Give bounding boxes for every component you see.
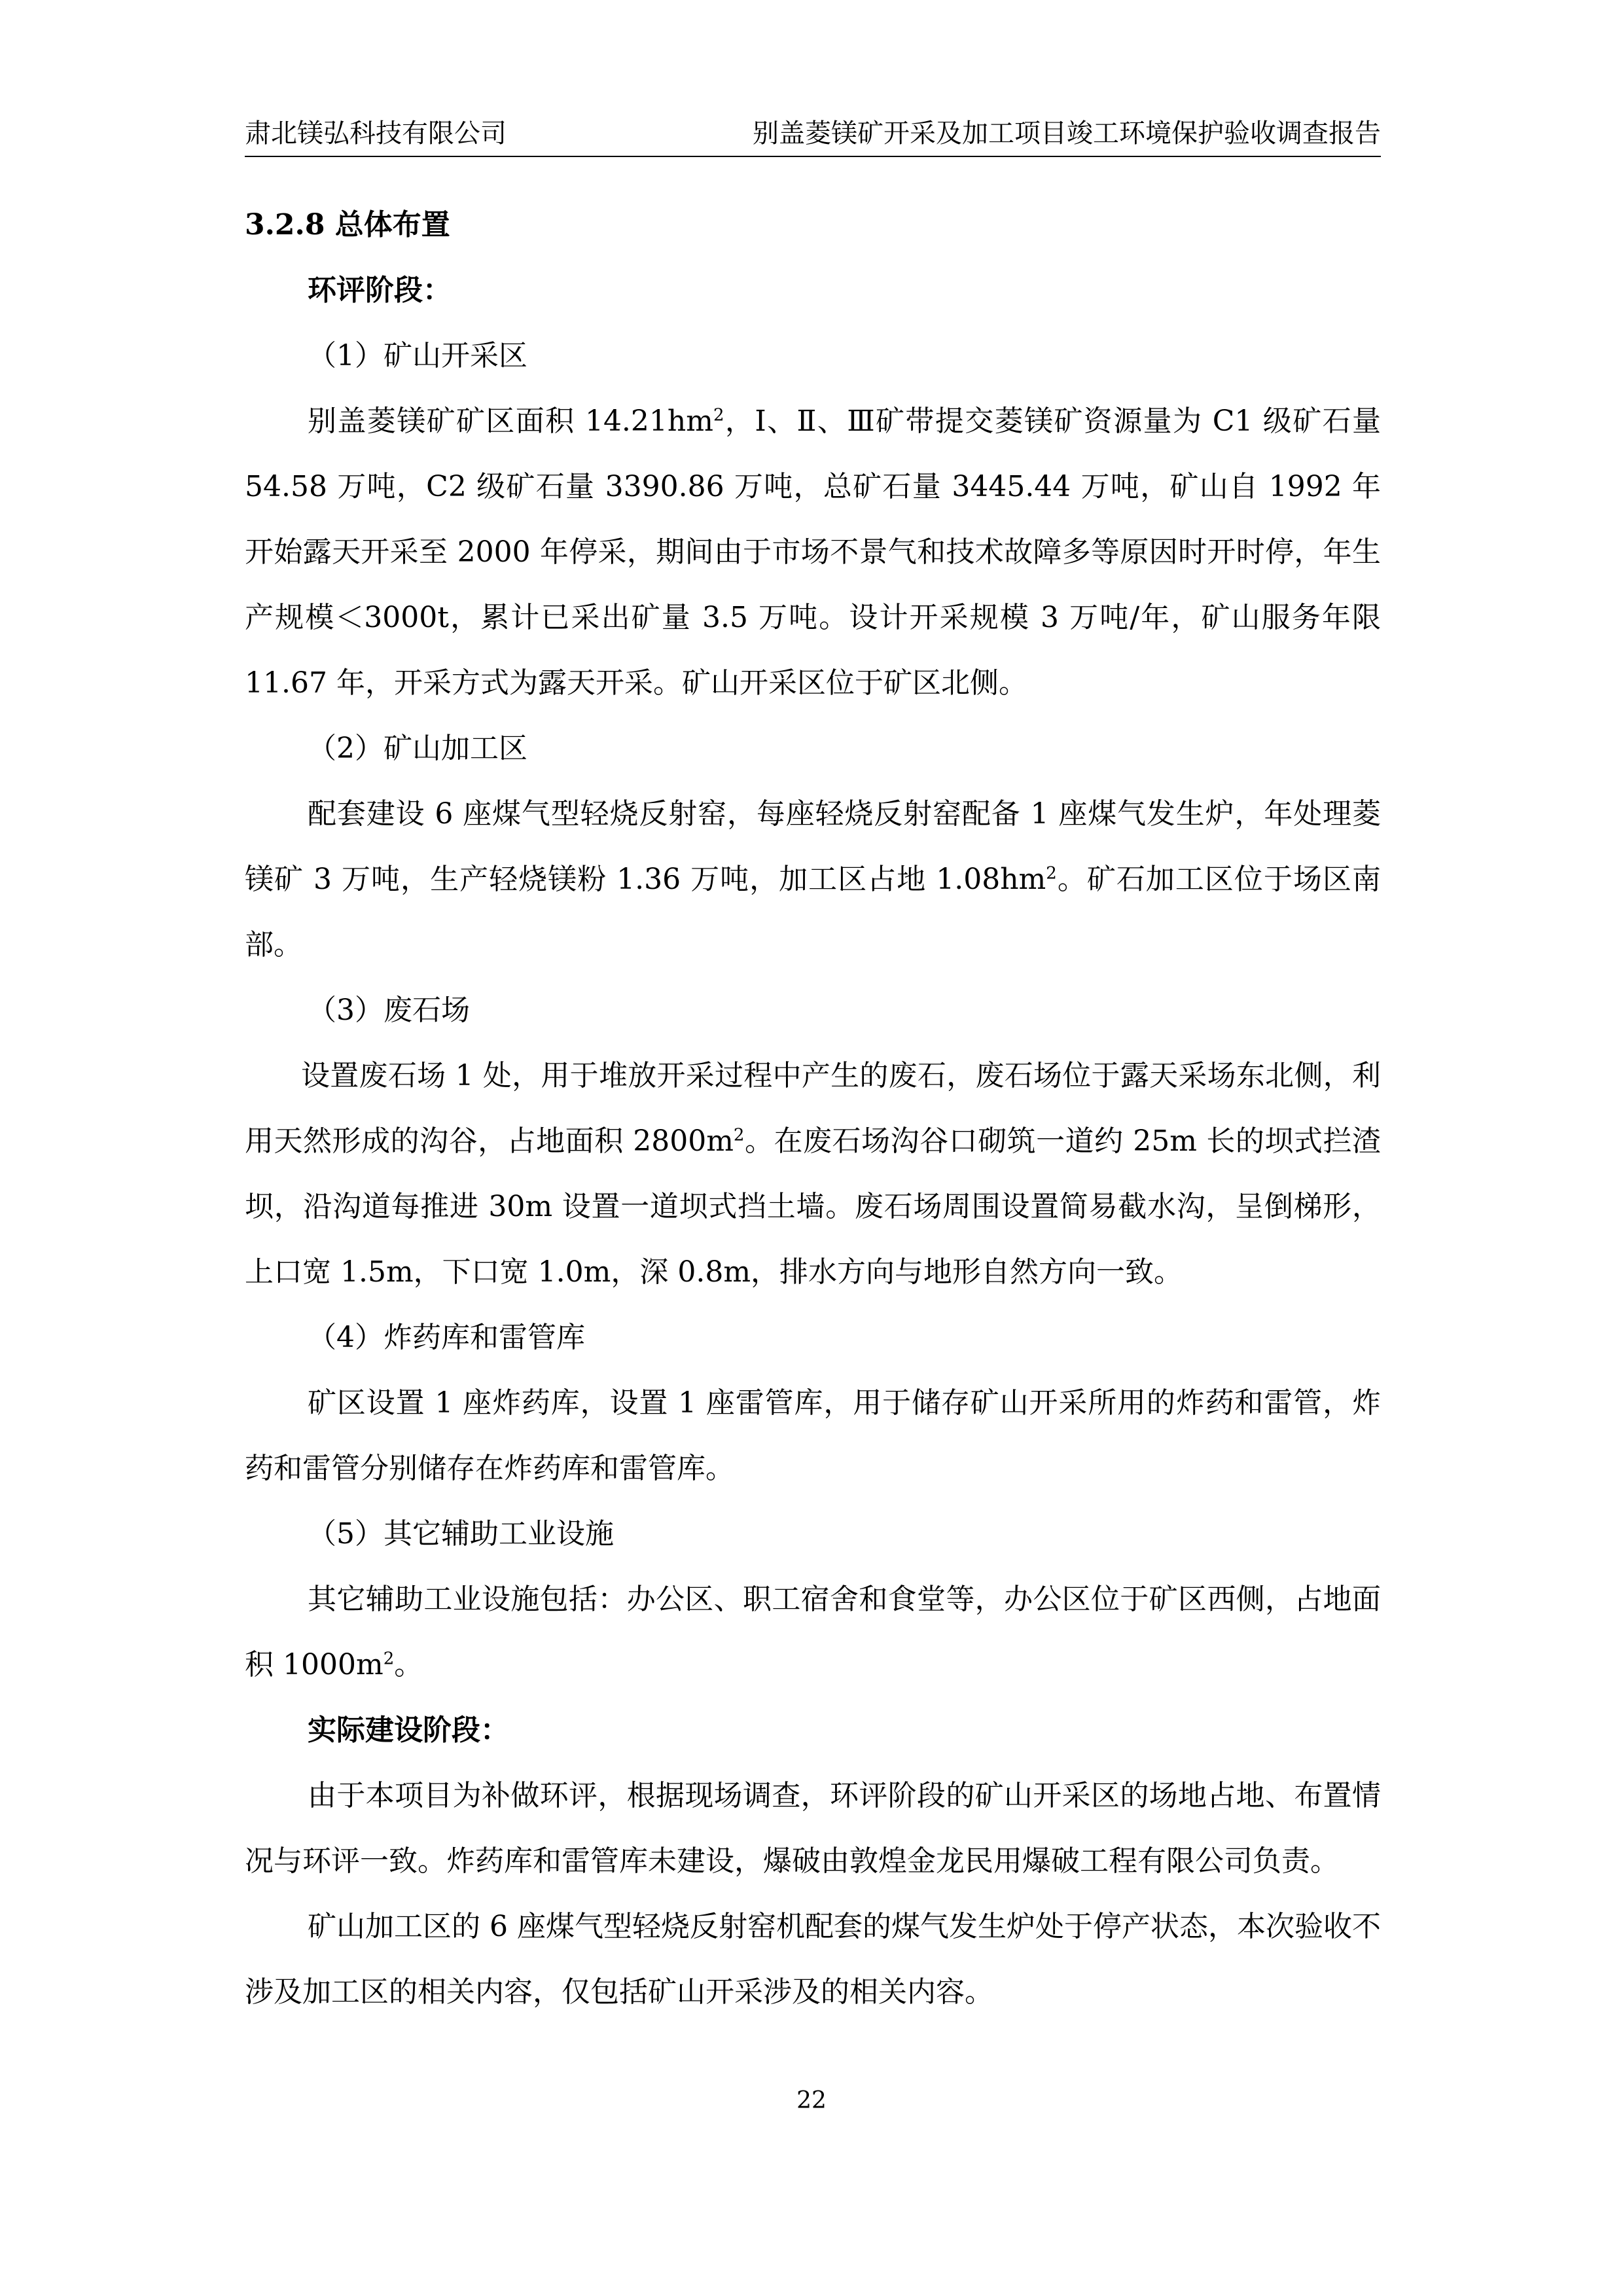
superscript: 2 xyxy=(1046,863,1057,884)
text-segment: 矿区设置 1 座炸药库，设置 1 座雷管库，用于储存矿山开采所用的炸药和雷管，炸药和雷管分别储存在炸药库和雷管库。 xyxy=(245,1386,1381,1485)
superscript: 2 xyxy=(733,1125,745,1145)
paragraph-processing-area xyxy=(245,781,1381,978)
text-segment: 其它辅助工业设施包括：办公区、职工宿舍和食堂等，办公区位于矿区西侧，占地面积 1000m xyxy=(245,1583,1381,1681)
item-heading-waste-rock-yard: （3）废石场 xyxy=(308,994,470,1027)
paragraph-auxiliary-facilities xyxy=(245,1567,1381,1698)
paragraph-mining-area xyxy=(245,389,1381,716)
document-body xyxy=(245,192,1381,2025)
text-segment: 。矿石加工区位于场区南部。 xyxy=(245,863,1381,961)
item-heading-mining-area: （1）矿山开采区 xyxy=(308,339,527,372)
section-title: 3.2.8 总体布置 xyxy=(245,208,450,242)
header-company-name: 肃北镁弘科技有限公司 xyxy=(245,118,507,149)
text-segment: ，Ⅰ、Ⅱ、Ⅲ矿带提交菱镁矿资源量为 C1 级矿石量 54.58 万吨，C2 级矿石量 3390.86 万吨，总矿石量 3445.44 万吨，矿山自 1992 年开始露天开采至 2000 年停采，期间由于市场不景气和技术故障多等原因时开时停，年生产规模＜3000t，累计已采出矿量 3.5 万吨。设计开采规模 3 万吨/年，矿山服务年限 11.67 年，开采方式为露天开采。矿山开采区位于矿区北侧。 xyxy=(245,404,1381,700)
paragraph-actual-construction: 由于本项目为补做环评，根据现场调查，环评阶段的矿山开采区的场地占地、布置情况与环评一致。炸药库和雷管库未建设，爆破由敦煌金龙民用爆破工程有限公司负责。 xyxy=(245,1779,1381,1878)
text-segment: 别盖菱镁矿矿区面积 14.21hm xyxy=(308,404,713,438)
eia-stage-label: 环评阶段： xyxy=(308,274,452,307)
page-header xyxy=(245,117,1381,157)
header-report-title: 别盖菱镁矿开采及加工项目竣工环境保护验收调查报告 xyxy=(753,118,1381,149)
page-number: 22 xyxy=(796,2087,827,2114)
item-heading-explosives-storage: （4）炸药库和雷管库 xyxy=(308,1321,585,1354)
superscript: 2 xyxy=(713,405,724,425)
paragraph-processing-status: 矿山加工区的 6 座煤气型轻烧反射窑机配套的煤气发生炉处于停产状态，本次验收不涉及加工区的相关内容，仅包括矿山开采涉及的相关内容。 xyxy=(245,1910,1381,2009)
text-segment: 。 xyxy=(394,1648,423,1681)
text-segment: 配套建设 6 座煤气型轻烧反射窑，每座轻烧反射窑配备 1 座煤气发生炉，年处理菱镁矿 3 万吨，生产轻烧镁粉 1.36 万吨，加工区占地 1.08hm xyxy=(245,797,1381,896)
superscript: 2 xyxy=(383,1649,395,1669)
actual-stage-label: 实际建设阶段： xyxy=(308,1713,509,1747)
text-segment: 。在废石场沟谷口砌筑一道约 25m 长的坝式拦渣坝，沿沟道每推进 30m 设置一道坝式挡土墙。废石场周围设置简易截水沟，呈倒梯形，上口宽 1.5m，下口宽 1.0m，深 0.8m，排水方向与地形自然方向一致。 xyxy=(245,1124,1381,1289)
paragraph-waste-rock-yard xyxy=(245,1043,1381,1305)
item-heading-processing-area: （2）矿山加工区 xyxy=(308,732,527,765)
item-heading-auxiliary-facilities: （5）其它辅助工业设施 xyxy=(308,1517,614,1551)
paragraph-explosives-storage xyxy=(245,1371,1381,1501)
text-segment: 设置废石场 1 处，用于堆放开采过程中产生的废石，废石场位于露天采场东北侧，利用天然形成的沟谷，占地面积 2800m xyxy=(245,1059,1381,1158)
